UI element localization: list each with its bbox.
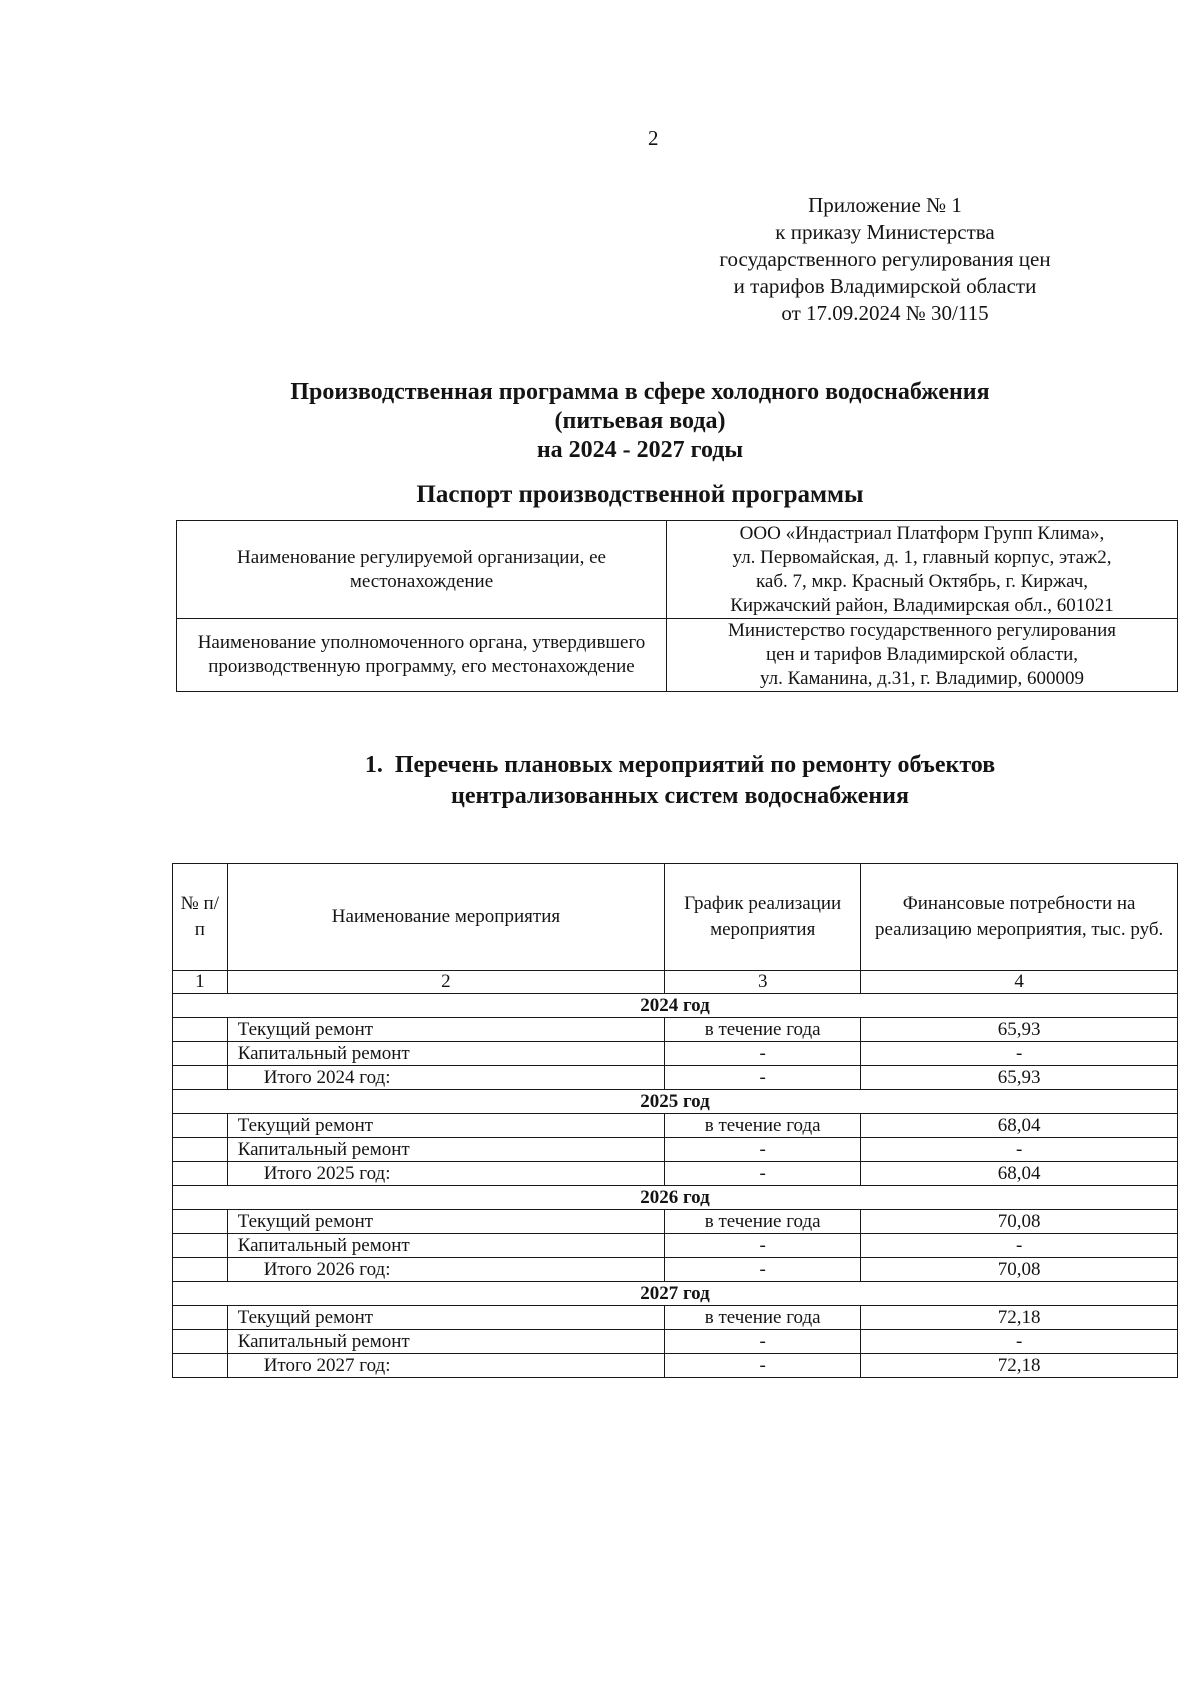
header-name: Наименование мероприятия [227, 864, 664, 971]
row-schedule: - [665, 1234, 861, 1258]
year-row [173, 1186, 1178, 1210]
appendix-line: Приложение № 1 [808, 193, 962, 217]
table-row [173, 1042, 1178, 1066]
total-label: Итого 2025 год: [227, 1162, 664, 1186]
row-num [173, 1354, 228, 1378]
passport-row [177, 619, 1178, 692]
column-number-row [173, 971, 1178, 994]
row-num [173, 1306, 228, 1330]
row-schedule: в течение года [665, 1114, 861, 1138]
column-number: 3 [665, 971, 861, 994]
row-name: Текущий ремонт [227, 1018, 664, 1042]
section-title-line: Перечень плановых мероприятий по ремонту объектов [394, 752, 996, 778]
row-name: Текущий ремонт [227, 1306, 664, 1330]
row-value: 70,08 [861, 1210, 1178, 1234]
year-label: 2025 год [173, 1090, 1178, 1114]
row-schedule: - [665, 1138, 861, 1162]
row-name: Капитальный ремонт [227, 1138, 664, 1162]
row-name: Капитальный ремонт [227, 1042, 664, 1066]
title-line: на 2024 - 2027 годы [536, 437, 744, 463]
row-num [173, 1234, 228, 1258]
passport-value-line: ул. Первомайская, д. 1, главный корпус, этаж2, [732, 546, 1112, 568]
total-value: 65,93 [861, 1066, 1178, 1090]
appendix-line: и тарифов Владимирской области [733, 274, 1037, 298]
passport-value-line: ООО «Индастриал Платформ Групп Клима», [739, 522, 1105, 544]
passport-value [667, 521, 1178, 619]
year-label: 2027 год [173, 1282, 1178, 1306]
row-schedule: в течение года [665, 1210, 861, 1234]
row-num [173, 1258, 228, 1282]
row-value: - [861, 1042, 1178, 1066]
row-num [173, 1138, 228, 1162]
total-row [173, 1258, 1178, 1282]
measures-table [172, 863, 1178, 1378]
header-schedule: График реализации мероприятия [665, 864, 861, 971]
passport-value [667, 619, 1178, 692]
title-line: Производственная программа в сфере холодного водоснабжения [290, 379, 990, 405]
header-num: № п/п [173, 864, 228, 971]
row-num [173, 1042, 228, 1066]
year-row [173, 1090, 1178, 1114]
total-schedule: - [665, 1258, 861, 1282]
page-number: 2 [648, 126, 659, 150]
year-label: 2024 год [173, 994, 1178, 1018]
total-schedule: - [665, 1162, 861, 1186]
document-title [180, 378, 1100, 465]
total-value: 68,04 [861, 1162, 1178, 1186]
row-num [173, 1018, 228, 1042]
row-schedule: - [665, 1042, 861, 1066]
total-row [173, 1354, 1178, 1378]
table-row [173, 1138, 1178, 1162]
row-num [173, 1114, 228, 1138]
passport-value-line: Киржачский район, Владимирская обл., 601021 [730, 594, 1114, 616]
appendix-line: от 17.09.2024 № 30/115 [781, 301, 989, 325]
column-number: 4 [861, 971, 1178, 994]
passport-value-line: Министерство государственного регулирования [728, 620, 1116, 641]
column-number: 1 [173, 971, 228, 994]
table-row [173, 1018, 1178, 1042]
row-value: - [861, 1234, 1178, 1258]
row-schedule: в течение года [665, 1306, 861, 1330]
total-value: 70,08 [861, 1258, 1178, 1282]
passport-title: Паспорт производственной программы [416, 481, 864, 508]
table-row [173, 1210, 1178, 1234]
total-value: 72,18 [861, 1354, 1178, 1378]
appendix-line: к приказу Министерства [775, 220, 995, 244]
row-value: 68,04 [861, 1114, 1178, 1138]
section-title-line: централизованных систем водоснабжения [451, 783, 909, 809]
section-1-title [300, 750, 1060, 812]
table-row [173, 1114, 1178, 1138]
total-label: Итого 2024 год: [227, 1066, 664, 1090]
passport-label: Наименование уполномоченного органа, утвердившего производственную программу, его местонахождение [177, 619, 667, 692]
passport-label: Наименование регулируемой организации, ее местонахождение [177, 521, 667, 619]
row-name: Текущий ремонт [227, 1114, 664, 1138]
total-row [173, 1066, 1178, 1090]
header-finance: Финансовые потребности на реализацию мероприятия, тыс. руб. [861, 864, 1178, 971]
table-header-row [173, 864, 1178, 971]
passport-value-line: цен и тарифов Владимирской области, [765, 644, 1079, 665]
year-label: 2026 год [173, 1186, 1178, 1210]
total-schedule: - [665, 1354, 861, 1378]
row-value: - [861, 1330, 1178, 1354]
total-row [173, 1162, 1178, 1186]
passport-value-line: каб. 7, мкр. Красный Октябрь, г. Киржач, [755, 570, 1089, 592]
passport-row [177, 521, 1178, 619]
total-label: Итого 2027 год: [227, 1354, 664, 1378]
row-value: 72,18 [861, 1306, 1178, 1330]
year-row [173, 1282, 1178, 1306]
year-row [173, 994, 1178, 1018]
row-value: 65,93 [861, 1018, 1178, 1042]
row-value: - [861, 1138, 1178, 1162]
table-row [173, 1234, 1178, 1258]
row-name: Капитальный ремонт [227, 1234, 664, 1258]
row-num [173, 1162, 228, 1186]
column-number: 2 [227, 971, 664, 994]
table-row [173, 1306, 1178, 1330]
total-schedule: - [665, 1066, 861, 1090]
table-row [173, 1330, 1178, 1354]
row-num [173, 1330, 228, 1354]
appendix-block [700, 192, 1070, 327]
row-name: Капитальный ремонт [227, 1330, 664, 1354]
passport-value-line: ул. Каманина, д.31, г. Владимир, 600009 [760, 668, 1084, 689]
total-label: Итого 2026 год: [227, 1258, 664, 1282]
section-number: 1. [364, 752, 383, 778]
row-schedule: в течение года [665, 1018, 861, 1042]
row-schedule: - [665, 1330, 861, 1354]
title-line: (питьевая вода) [554, 408, 726, 434]
row-num [173, 1210, 228, 1234]
row-name: Текущий ремонт [227, 1210, 664, 1234]
appendix-line: государственного регулирования цен [719, 247, 1051, 271]
row-num [173, 1066, 228, 1090]
passport-table [176, 520, 1178, 692]
